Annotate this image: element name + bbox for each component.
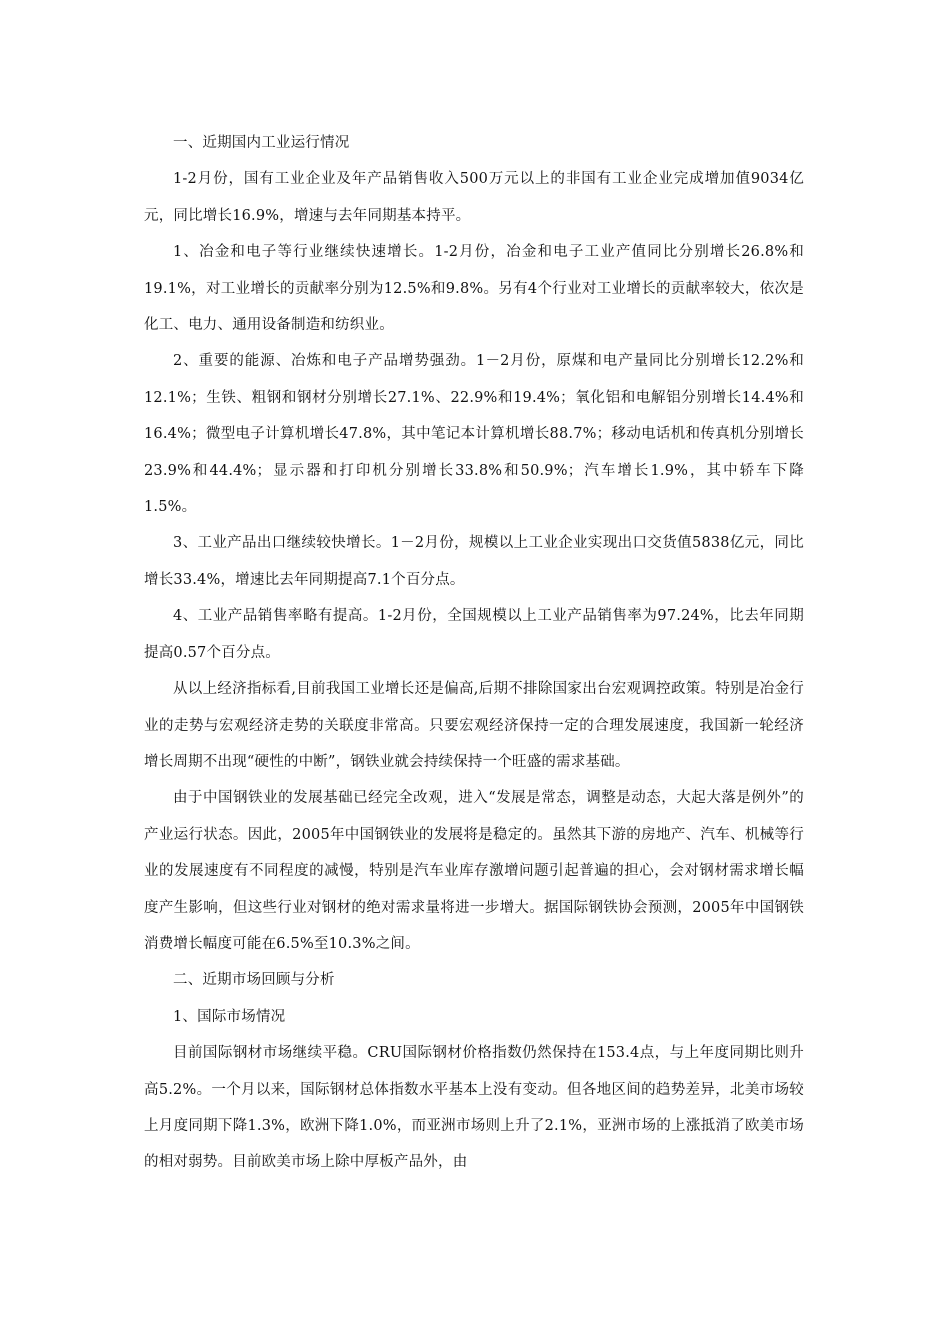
paragraph-international-market: 目前国际钢材市场继续平稳。CRU国际钢材价格指数仍然保持在153.4点，与上年度同期比则升高5.2%。一个月以来，国际钢材总体指数水平基本上没有变动。但各地区间的趋势差异，北美市场较上月度同期下降1.3%，欧洲下降1.0%，而亚洲市场则上升了2.1%，亚洲市场的上涨抵消了欧美市场的相对弱势。目前欧美市场上除中厚板产品外，由 (144, 1045, 804, 1171)
section-heading-domestic-industry: 一、近期国内工业运行情况 (173, 135, 350, 151)
paragraph-point-2: 2、重要的能源、冶炼和电子产品增势强劲。1－2月份，原煤和电产量同比分别增长12.2%和12.1%；生铁、粗钢和钢材分别增长27.1%、22.9%和19.4%；氧化铝和电解铝分别增长14.4%和16.4%；微型电子计算机增长47.8%，其中笔记本计算机增长88.7%；移动电话机和传真机分别增长23.9%和44.4%；显示器和打印机分别增长33.8%和50.9%；汽车增长1.9%，其中轿车下降1.5%。 (144, 353, 804, 516)
section-heading-market-review: 二、近期市场回顾与分析 (173, 972, 335, 989)
paragraph-analysis: 从以上经济指标看,目前我国工业增长还是偏高,后期不排除国家出台宏观调控政策。特别是冶金行业的走势与宏观经济走势的关联度非常高。只要宏观经济保持一定的合理发展速度，我国新一轮经济增长周期不出现“硬性的中断”，钢铁业就会持续保持一个旺盛的需求基础。 (144, 681, 804, 770)
paragraph-point-1: 1、冶金和电子等行业继续快速增长。1-2月份，冶金和电子工业产值同比分别增长26.8%和19.1%，对工业增长的贡献率分别为12.5%和9.8%。另有4个行业对工业增长的贡献率较大，依次是化工、电力、通用设备制造和纺织业。 (144, 244, 804, 334)
subsection-heading-international-market: 1、国际市场情况 (173, 1008, 286, 1025)
document-body (144, 125, 804, 1181)
paragraph-point-4: 4、工业产品销售率略有提高。1-2月份，全国规模以上工业产品销售率为97.24%，比去年同期提高0.57个百分点。 (144, 608, 804, 661)
paragraph-outlook: 由于中国钢铁业的发展基础已经完全改观，进入“发展是常态，调整是动态，大起大落是例外”的产业运行状态。因此，2005年中国钢铁业的发展将是稳定的。虽然其下游的房地产、汽车、机械等行业的发展速度有不同程度的减慢，特别是汽车业库存激增问题引起普遍的担心，会对钢材需求增长幅度产生影响，但这些行业对钢材的绝对需求量将进一步增大。据国际钢铁协会预测，2005年中国钢铁消费增长幅度可能在6.5%至10.3%之间。 (144, 790, 804, 952)
paragraph-point-3: 3、工业产品出口继续较快增长。1－2月份，规模以上工业企业实现出口交货值5838亿元，同比增长33.4%，增速比去年同期提高7.1个百分点。 (144, 535, 804, 588)
paragraph-overview: 1-2月份，国有工业企业及年产品销售收入500万元以上的非国有工业企业完成增加值9034亿元，同比增长16.9%，增速与去年同期基本持平。 (144, 171, 804, 224)
